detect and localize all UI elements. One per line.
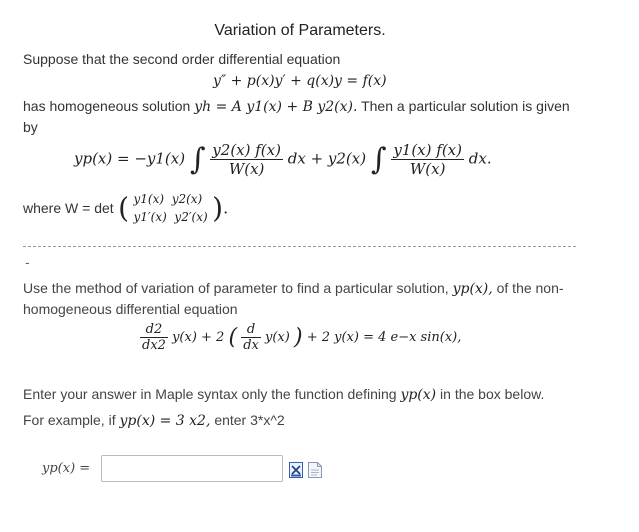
first-derivative — [241, 322, 261, 353]
matrix-r2c2: y2′(x) — [174, 210, 208, 224]
answer-input[interactable] — [101, 455, 283, 482]
homog-solution: yh = A y1(x) + B y2(x). — [194, 99, 358, 115]
problem-line-2: homogeneous differential equation — [23, 301, 238, 317]
where-text: where W = det — [23, 200, 114, 216]
matrix-right-paren: ) — [212, 191, 224, 225]
problem-text-end: of the non- — [492, 280, 564, 296]
ode-y-term: y(x) + 2 — [172, 330, 225, 345]
instruction-post: in the box below. — [440, 386, 545, 402]
ode-rest: + 2 y(x) = 4 e−x sin(x), — [306, 330, 462, 345]
ode-right-paren: ) — [293, 325, 303, 350]
term2-dx: dx. — [468, 149, 492, 168]
equation-editor-icon[interactable] — [289, 462, 303, 478]
second-derivative — [140, 322, 168, 353]
instruction-line-1 — [23, 386, 544, 403]
instruction-line-2 — [23, 412, 285, 429]
instruction-2-pre: For example, if — [23, 412, 116, 428]
instruction-2-post: enter 3*x^2 — [214, 412, 285, 428]
dash-mark: - — [25, 254, 30, 270]
preview-icon[interactable] — [308, 462, 322, 478]
matrix-left-paren: ( — [118, 191, 130, 225]
second-derivative-num: d2 — [140, 322, 168, 338]
page-title: Variation of Parameters. — [214, 22, 386, 39]
problem-yp: yp(x), — [452, 281, 493, 297]
particular-formula — [74, 141, 492, 178]
ode-equation — [140, 322, 461, 353]
homog-prefix: has homogeneous solution — [23, 98, 191, 114]
matrix-r1c2: y2(x) — [171, 192, 203, 206]
problem-text: Use the method of variation of parameter to find a particular solution, — [23, 280, 449, 296]
integral-sign-1: ∫ — [189, 142, 206, 177]
fraction-2 — [391, 141, 464, 178]
answer-label: yp(x) = — [42, 461, 91, 476]
fraction-1-numerator: y2(x) f(x) — [212, 141, 281, 159]
instruction-pre: Enter your answer in Maple syntax only the function defining — [23, 386, 397, 402]
first-derivative-den: dx — [243, 338, 259, 353]
instruction-example: yp(x) = 3 x2, — [119, 413, 211, 429]
intro-text: Suppose that the second order differential equation — [23, 51, 341, 67]
homog-line — [23, 98, 570, 115]
homog-suffix: Then a particular solution is given — [357, 98, 570, 114]
term1-dx: dx + y2(x) — [287, 149, 367, 168]
section-divider — [23, 246, 576, 247]
problem-line-1 — [23, 280, 564, 297]
general-equation: y″ + p(x)y′ + q(x)y = f(x) — [213, 73, 387, 89]
matrix-r1c1: y1(x) — [133, 192, 165, 206]
fraction-2-denominator: W(x) — [409, 160, 446, 178]
first-derivative-num: d — [241, 322, 261, 338]
fraction-1 — [210, 141, 283, 178]
ode-left-paren: ( — [228, 325, 238, 350]
wronskian-matrix — [134, 190, 208, 226]
fraction-1-denominator: W(x) — [228, 160, 265, 178]
instruction-yp: yp(x) — [400, 387, 437, 403]
second-derivative-den: dx2 — [142, 338, 166, 353]
ode-inner: y(x) — [265, 330, 290, 345]
fraction-2-numerator: y1(x) f(x) — [393, 141, 462, 159]
matrix-r2c1: y1′(x) — [133, 210, 167, 224]
integral-sign-2: ∫ — [370, 142, 387, 177]
wronskian-line: where W = det ( y1(x) y2(x) y1′(x) y2′(x) ). — [23, 191, 229, 225]
homog-by: by — [23, 119, 38, 135]
yp-lhs: yp(x) = −y1(x) — [74, 149, 186, 168]
